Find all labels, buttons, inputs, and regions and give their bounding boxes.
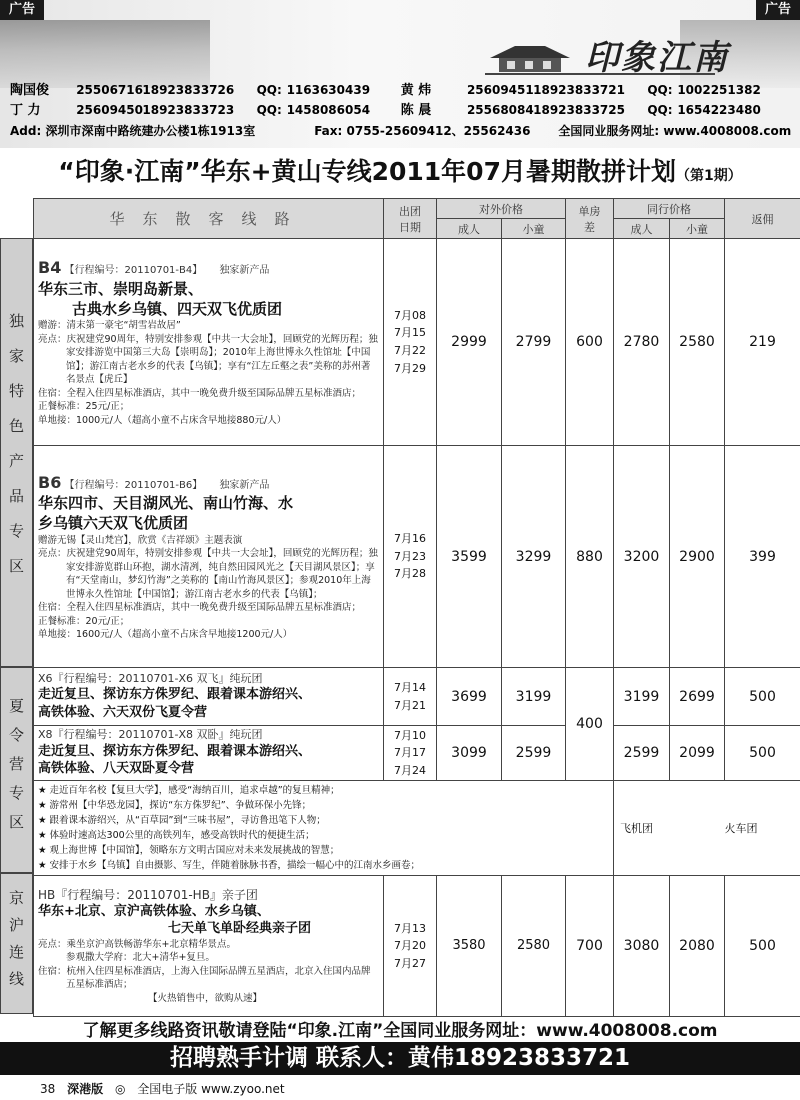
- page-number: 38: [40, 1082, 56, 1096]
- route-hotel: 住宿：杭州入住四星标准酒店，上海入住国际品牌五星酒店，北京入住国内品牌五星标准酒店；: [38, 965, 371, 991]
- date: 7月14: [394, 680, 426, 694]
- route-title: 华东+北京、京沪高铁体验、水乡乌镇、: [38, 903, 270, 919]
- national-edition: 全国电子版 www.zyoo.net: [137, 1082, 285, 1096]
- contact-qq: 1654223480: [677, 103, 761, 117]
- date: 7月21: [394, 698, 426, 712]
- contact-mobile: 18923833721: [533, 83, 625, 97]
- header-commission: 返佣: [725, 199, 800, 239]
- date: 7月28: [394, 567, 426, 581]
- route-title: 华东三市、崇明岛新景、: [38, 279, 204, 298]
- route-code: 【行程编号：20110701-B4】: [64, 265, 203, 277]
- contact-qq: 1458086054: [286, 103, 371, 117]
- logo-text: 印象江南: [585, 38, 729, 78]
- header-single-line1: 单房: [578, 204, 601, 218]
- contact-tel: 25506716: [76, 83, 143, 97]
- route-tag: 独家新产品: [219, 265, 270, 277]
- route-code: HB『行程编号：20110701-HB』亲子团: [38, 887, 258, 902]
- route-tag: 独家新产品: [219, 479, 270, 491]
- route-meal: 正餐标准：25元/正；: [38, 401, 130, 413]
- contact-mobile: 18923833726: [142, 83, 235, 97]
- table-row-x8: [34, 726, 800, 781]
- header-child: 小童: [502, 219, 566, 239]
- table-row-summer-features: [34, 780, 800, 875]
- contact-qq-label: QQ:: [256, 83, 282, 97]
- feature-item: ★ 游常州【中华恐龙园】，探访“东方侏罗纪”、争做环保小先锋；: [38, 799, 312, 811]
- price-adult: 3599: [437, 446, 502, 668]
- route-dates: [384, 875, 437, 1016]
- footer-info: 了解更多线路资讯敬请登陆“印象.江南”全国同业服务网址：www.4008008.com: [82, 1021, 718, 1041]
- route-supplement: 单地接：1000元/人（超高小童不占床含早地接880元/人）: [38, 414, 287, 426]
- price-commission: 219: [725, 239, 800, 446]
- route-b6: [34, 446, 384, 668]
- contact-name: 丁 力: [10, 103, 41, 118]
- mode-plane: 飞机团: [614, 780, 725, 875]
- price-single: 880: [566, 446, 614, 668]
- section-special-label: 独家特色产品专区: [7, 312, 25, 593]
- date: 7月27: [394, 956, 426, 970]
- mode-train: 火车团: [725, 780, 800, 875]
- route-hotel: 住宿：全程入住四星标准酒店，其中一晚免费升级至国际品牌五星标准酒店；: [38, 602, 362, 614]
- route-title: 高铁体验、六天双份飞夏令营: [38, 704, 208, 720]
- route-title: 高铁体验、八天双卧夏令营: [38, 761, 195, 777]
- section-summer-label: 夏令营专区: [7, 697, 25, 843]
- header-peer-adult: 成人: [614, 219, 670, 239]
- route-highlight: 亮点：庆祝建党90周年，特别安排参观【中共一大会址】，回顾党的光辉历程；独家安排游览群山环抱，湖水清冽，纯自然田园风光之【天目湖风景区】；享有“天堂南山，梦幻竹海”之美称的【南山竹海风景区】；参观2010年上海世博永久性馆址【中国馆】；游江南古老水乡的代表【乌镇】；: [38, 548, 378, 600]
- header-adult: 成人: [437, 219, 502, 239]
- date: 7月29: [394, 361, 426, 375]
- route-dates: [384, 726, 437, 781]
- route-hb: [34, 875, 384, 1016]
- route-hotel: 住宿：全程入住四星标准酒店，其中一晚免费升级至国际品牌五星标准酒店；: [38, 387, 362, 399]
- price-peer-adult: 3199: [614, 668, 670, 726]
- route-code-line: [38, 257, 379, 279]
- price-child: 2599: [502, 726, 566, 781]
- contact-tel: 25568084: [466, 103, 534, 117]
- section-beijing: [0, 873, 33, 1014]
- date: 7月15: [394, 326, 426, 340]
- price-child: 3299: [502, 446, 566, 668]
- date: 7月23: [394, 549, 426, 563]
- route-title: 乡乌镇六天双飞优质团: [38, 514, 189, 533]
- header-peer-price: 同行价格: [614, 199, 725, 219]
- contact-qq: 1163630439: [286, 83, 371, 97]
- route-table: [33, 198, 800, 1017]
- route-title: 古典水乡乌镇、四天双飞优质团: [72, 299, 283, 318]
- contact-tel: 25609451: [466, 83, 534, 97]
- contact-qq-label: QQ:: [647, 83, 673, 97]
- table-row-b6: [34, 446, 800, 668]
- contact-name: 陶国俊: [10, 83, 50, 98]
- contact-qq-label: QQ:: [256, 103, 282, 117]
- route-code: X6『行程编号：20110701-X6 双飞』纯玩团: [38, 671, 263, 685]
- route-hot-sale: 【火热销售中，欲购从速】: [148, 992, 263, 1004]
- ad-label-right: 广告: [756, 0, 800, 20]
- header-single-line2: 差: [584, 220, 595, 234]
- table-row-x6: [34, 668, 800, 726]
- route-code-big: B4: [38, 258, 62, 278]
- edition: 深港版: [67, 1082, 104, 1096]
- route-title: 走近复旦、探访东方侏罗纪、跟着课本游绍兴、: [38, 687, 312, 703]
- ad-label-left: 广告: [0, 0, 44, 20]
- date: 7月13: [394, 921, 426, 935]
- price-child: 2799: [502, 239, 566, 446]
- header-single-room: [566, 199, 614, 239]
- feature-item: ★ 安排于水乡【乌镇】自由摄影、写生，伴随着脉脉书香，描绘一幅心中的江南水乡画卷；: [38, 859, 421, 871]
- header-departure-line2: 日期: [399, 220, 421, 234]
- zyoo-logo-icon: ◎: [114, 1082, 126, 1096]
- page-footer: [40, 1080, 293, 1097]
- contact-name: 陈 晨: [400, 103, 432, 118]
- table-row-hb: [34, 875, 800, 1016]
- feature-item: ★ 观上海世博【中国馆】，领略东方文明古国应对未来发展挑战的智慧；: [38, 844, 340, 856]
- summer-features: [34, 780, 614, 875]
- route-visit: 参观撒大学府：北大+清华+复旦。: [66, 952, 215, 964]
- price-single: 600: [566, 239, 614, 446]
- price-commission: 500: [725, 726, 800, 781]
- price-peer-child: 2699: [670, 668, 725, 726]
- contact-row: [10, 80, 790, 100]
- route-code-big: B6: [38, 472, 62, 492]
- route-title: 走近复旦、探访东方侏罗纪、跟着课本游绍兴、: [38, 743, 312, 759]
- route-meal: 正餐标准：20元/正；: [38, 615, 130, 627]
- header-peer-child: 小童: [670, 219, 725, 239]
- date: 7月10: [394, 728, 426, 742]
- ad-header: [0, 0, 800, 148]
- recruit-banner: 招聘熟手计调 联系人：黄伟18923833721: [0, 1042, 800, 1075]
- section-beijing-label: 京沪连线: [7, 889, 25, 998]
- fax: Fax: 0755-25609412、25562436: [314, 124, 531, 138]
- route-dates: [384, 239, 437, 446]
- price-commission: 500: [725, 668, 800, 726]
- route-dates: [384, 446, 437, 668]
- price-peer-adult: 2599: [614, 726, 670, 781]
- price-peer-adult: 3080: [614, 875, 670, 1016]
- price-peer-child: 2080: [670, 875, 725, 1016]
- price-peer-adult: 3200: [614, 446, 670, 668]
- address-row: [10, 120, 790, 142]
- feature-item: ★ 走近百年名校【复旦大学】，感受“海纳百川，追求卓越”的复旦精神；: [38, 784, 340, 796]
- date: 7月17: [394, 746, 426, 760]
- route-code-line: [38, 472, 379, 494]
- route-title: 华东四市、天目湖风光、南山竹海、水: [38, 494, 294, 513]
- date: 7月16: [394, 532, 426, 546]
- price-single: 400: [566, 668, 614, 781]
- header-photo-left: [0, 20, 210, 88]
- route-code: X8『行程编号：20110701-X8 双卧』纯玩团: [38, 728, 263, 741]
- route-highlight: 亮点：乘坐京沪高铁畅游华东+北京精华景点。: [38, 938, 236, 950]
- price-peer-child: 2099: [670, 726, 725, 781]
- address: Add: 深圳市深南中路统建办公楼1栋1913室: [10, 124, 256, 138]
- route-gift: 赠游：清末第一豪宅“胡雪岩故居”: [38, 320, 181, 332]
- table-row-b4: [34, 239, 800, 446]
- route-dates: [384, 668, 437, 726]
- route-gift: 赠游无锡【灵山梵宫】，欣赏《吉祥颂》主题表演: [38, 534, 243, 546]
- price-child: 2580: [502, 875, 566, 1016]
- contact-qq: 1002251382: [677, 83, 761, 97]
- date: 7月22: [394, 344, 426, 357]
- route-supplement: 单地接：1600元/人（超高小童不占床含早地接1200元/人）: [38, 629, 293, 640]
- price-peer-adult: 2780: [614, 239, 670, 446]
- route-x8: [34, 726, 384, 781]
- price-commission: 399: [725, 446, 800, 668]
- price-single: 700: [566, 875, 614, 1016]
- contact-row: [10, 100, 790, 120]
- price-adult: 3699: [437, 668, 502, 726]
- price-child: 3199: [502, 668, 566, 726]
- price-adult: 3099: [437, 726, 502, 781]
- page-title: [0, 152, 800, 188]
- feature-item: ★ 跟着课本游绍兴，从“百草园”到“三味书屋”，寻访鲁迅笔下人物；: [38, 814, 326, 826]
- title-issue: （第1期）: [675, 168, 742, 184]
- price-peer-child: 2580: [670, 239, 725, 446]
- contact-qq-label: QQ:: [647, 103, 673, 117]
- price-peer-child: 2900: [670, 446, 725, 668]
- price-adult: 3580: [437, 875, 502, 1016]
- section-summer: [0, 667, 33, 873]
- table-header-row: [34, 199, 800, 219]
- title-text: “印象·江南”华东+黄山专线2011年07月暑期散拼计划: [58, 157, 676, 186]
- header-external-price: 对外价格: [437, 199, 566, 219]
- route-x6: [34, 668, 384, 726]
- header-departure-line1: 出团: [399, 204, 421, 218]
- route-b4: [34, 239, 384, 446]
- header-departure: [384, 199, 437, 239]
- contact-mobile: 18923833725: [533, 103, 625, 117]
- contact-mobile: 18923833723: [142, 103, 235, 117]
- date: 7月24: [394, 763, 426, 777]
- route-code: 【行程编号：20110701-B6】: [64, 479, 203, 491]
- date: 7月08: [394, 308, 426, 322]
- price-adult: 2999: [437, 239, 502, 446]
- price-commission: 500: [725, 875, 800, 1016]
- section-special: [0, 238, 33, 667]
- header-route: 华东散客线路: [34, 199, 384, 239]
- service-site: 全国同业服务网址: www.4008008.com: [558, 124, 792, 138]
- feature-item: ★ 体验时速高达300公里的高铁列车，感受高铁时代的便捷生活；: [38, 829, 315, 841]
- contact-tel: 25609450: [76, 103, 143, 117]
- route-highlight: 亮点：庆祝建党90周年，特别安排参观【中共一大会址】，回顾党的光辉历程；独家安排游览中国第三大岛【崇明岛】；2010年上海世博永久性馆址【中国馆】；游江南古老水乡的代表【乌镇】；享有“江左丘壑之表”美称的苏州著名景点【虎丘】: [38, 333, 378, 386]
- contact-name: 黄 炜: [400, 83, 432, 98]
- route-title: 七天单飞单卧经典亲子团: [168, 921, 312, 937]
- contact-block: [10, 80, 790, 142]
- date: 7月20: [394, 939, 426, 953]
